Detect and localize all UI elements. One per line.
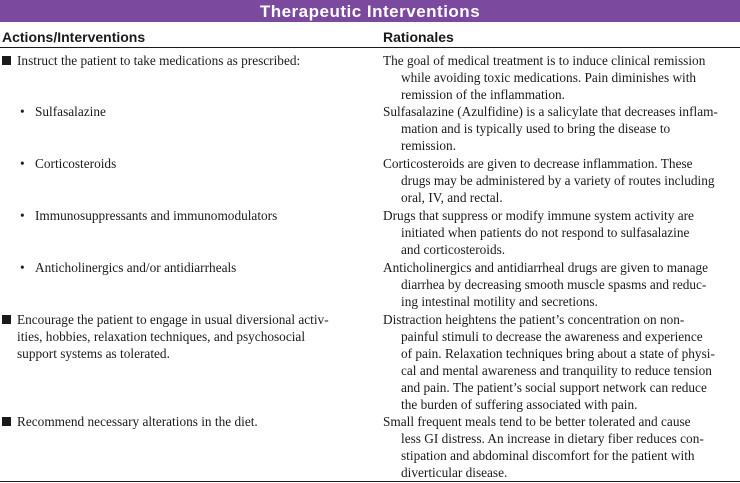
rationale-text: The goal of medical treatment is to induce clinical remission <box>383 53 706 68</box>
rationale-text: and pain. The patient’s social support network can reduce <box>401 380 707 395</box>
action-line: Encourage the patient to engage in usual diversional activ- <box>17 312 329 327</box>
square-bullet-icon <box>2 56 11 65</box>
rationale-text: the burden of suffering associated with pain. <box>401 397 638 412</box>
rationale-text: Small frequent meals tend to be better tolerated and cause <box>383 414 691 429</box>
action-text: support systems as tolerated. <box>17 346 170 361</box>
action-cell <box>20 207 364 224</box>
rationale-text: oral, IV, and rectal. <box>401 190 503 205</box>
bullet-dot: • <box>20 260 25 275</box>
action-cell <box>20 259 364 276</box>
action-text: Immunosuppressants and immunomodulators <box>35 208 278 223</box>
action-cell <box>2 413 364 430</box>
rationale-text: stipation and abdominal discomfort for the patient with <box>401 448 695 463</box>
rationale-text: Distraction heightens the patient’s concentration on non- <box>383 312 685 327</box>
section-title-bar <box>0 0 740 22</box>
bullet-dot: • <box>20 104 25 119</box>
action-text: Anticholinergics and/or antidiarrheals <box>35 260 237 275</box>
rationale-text: cal and mental awareness and tranquility to reduce tension <box>401 363 712 378</box>
bullet-dot: • <box>20 208 25 223</box>
action-cell <box>20 155 364 172</box>
rationale-cell <box>383 311 740 413</box>
square-bullet-icon <box>2 417 11 426</box>
rationale-text: mation and is typically used to bring the disease to <box>401 121 671 136</box>
action-text: Corticosteroids <box>35 156 117 171</box>
rationale-text: and corticosteroids. <box>401 242 506 257</box>
rationale-text: drugs may be administered by a variety of routes including <box>401 173 715 188</box>
rationale-cell <box>383 259 740 310</box>
rationale-text: Drugs that suppress or modify immune system activity are <box>383 208 694 223</box>
bullet-dot: • <box>20 156 25 171</box>
header-rule <box>0 47 740 48</box>
rationale-text: diarrhea by decreasing smooth muscle spasms and reduc- <box>401 277 707 292</box>
action-line: Recommend necessary alterations in the diet. <box>17 414 258 429</box>
action-text <box>2 311 364 328</box>
action-cell <box>20 103 364 120</box>
rationale-text: painful stimuli to decrease the awareness and experience <box>401 329 703 344</box>
rationale-text: initiated when patients do not respond to sulfasalazine <box>401 225 690 240</box>
action-text <box>2 413 364 430</box>
column-header-actions: Actions/Interventions <box>2 29 146 45</box>
action-cell <box>2 311 364 362</box>
rationale-text: remission of the inflammation. <box>401 87 565 102</box>
rationale-text: Sulfasalazine (Azulfidine) is a salicylate that decreases inflam- <box>383 104 718 119</box>
action-text: ities, hobbies, relaxation techniques, and psychosocial <box>17 329 306 344</box>
rationale-text: ing intestinal motility and secretions. <box>401 294 598 309</box>
rationale-cell <box>383 155 740 206</box>
rationale-text: Corticosteroids are given to decrease inflammation. These <box>383 156 693 171</box>
square-bullet-icon <box>2 315 11 324</box>
action-cell <box>2 52 364 69</box>
rationale-cell <box>383 413 740 481</box>
rationale-text: of pain. Relaxation techniques bring about a state of physi- <box>401 346 715 361</box>
rationale-text: remission. <box>401 138 457 153</box>
rationale-text: diverticular disease. <box>401 465 508 480</box>
column-header-rationales: Rationales <box>383 29 454 45</box>
action-line: Instruct the patient to take medications as prescribed: <box>17 53 301 68</box>
section-title: Therapeutic Interventions <box>259 2 481 21</box>
action-text <box>2 52 364 69</box>
action-text: Sulfasalazine <box>35 104 106 119</box>
table-header <box>0 29 740 47</box>
rationale-text: Anticholinergics and antidiarrheal drugs are given to manage <box>383 260 709 275</box>
rationale-text: less GI distress. An increase in dietary fiber reduces con- <box>401 431 704 446</box>
bottom-rule <box>0 481 740 482</box>
rationale-cell <box>383 207 740 258</box>
rationale-text: while avoiding toxic medications. Pain diminishes with <box>401 70 697 85</box>
rationale-cell <box>383 103 740 154</box>
rationale-cell <box>383 52 740 103</box>
